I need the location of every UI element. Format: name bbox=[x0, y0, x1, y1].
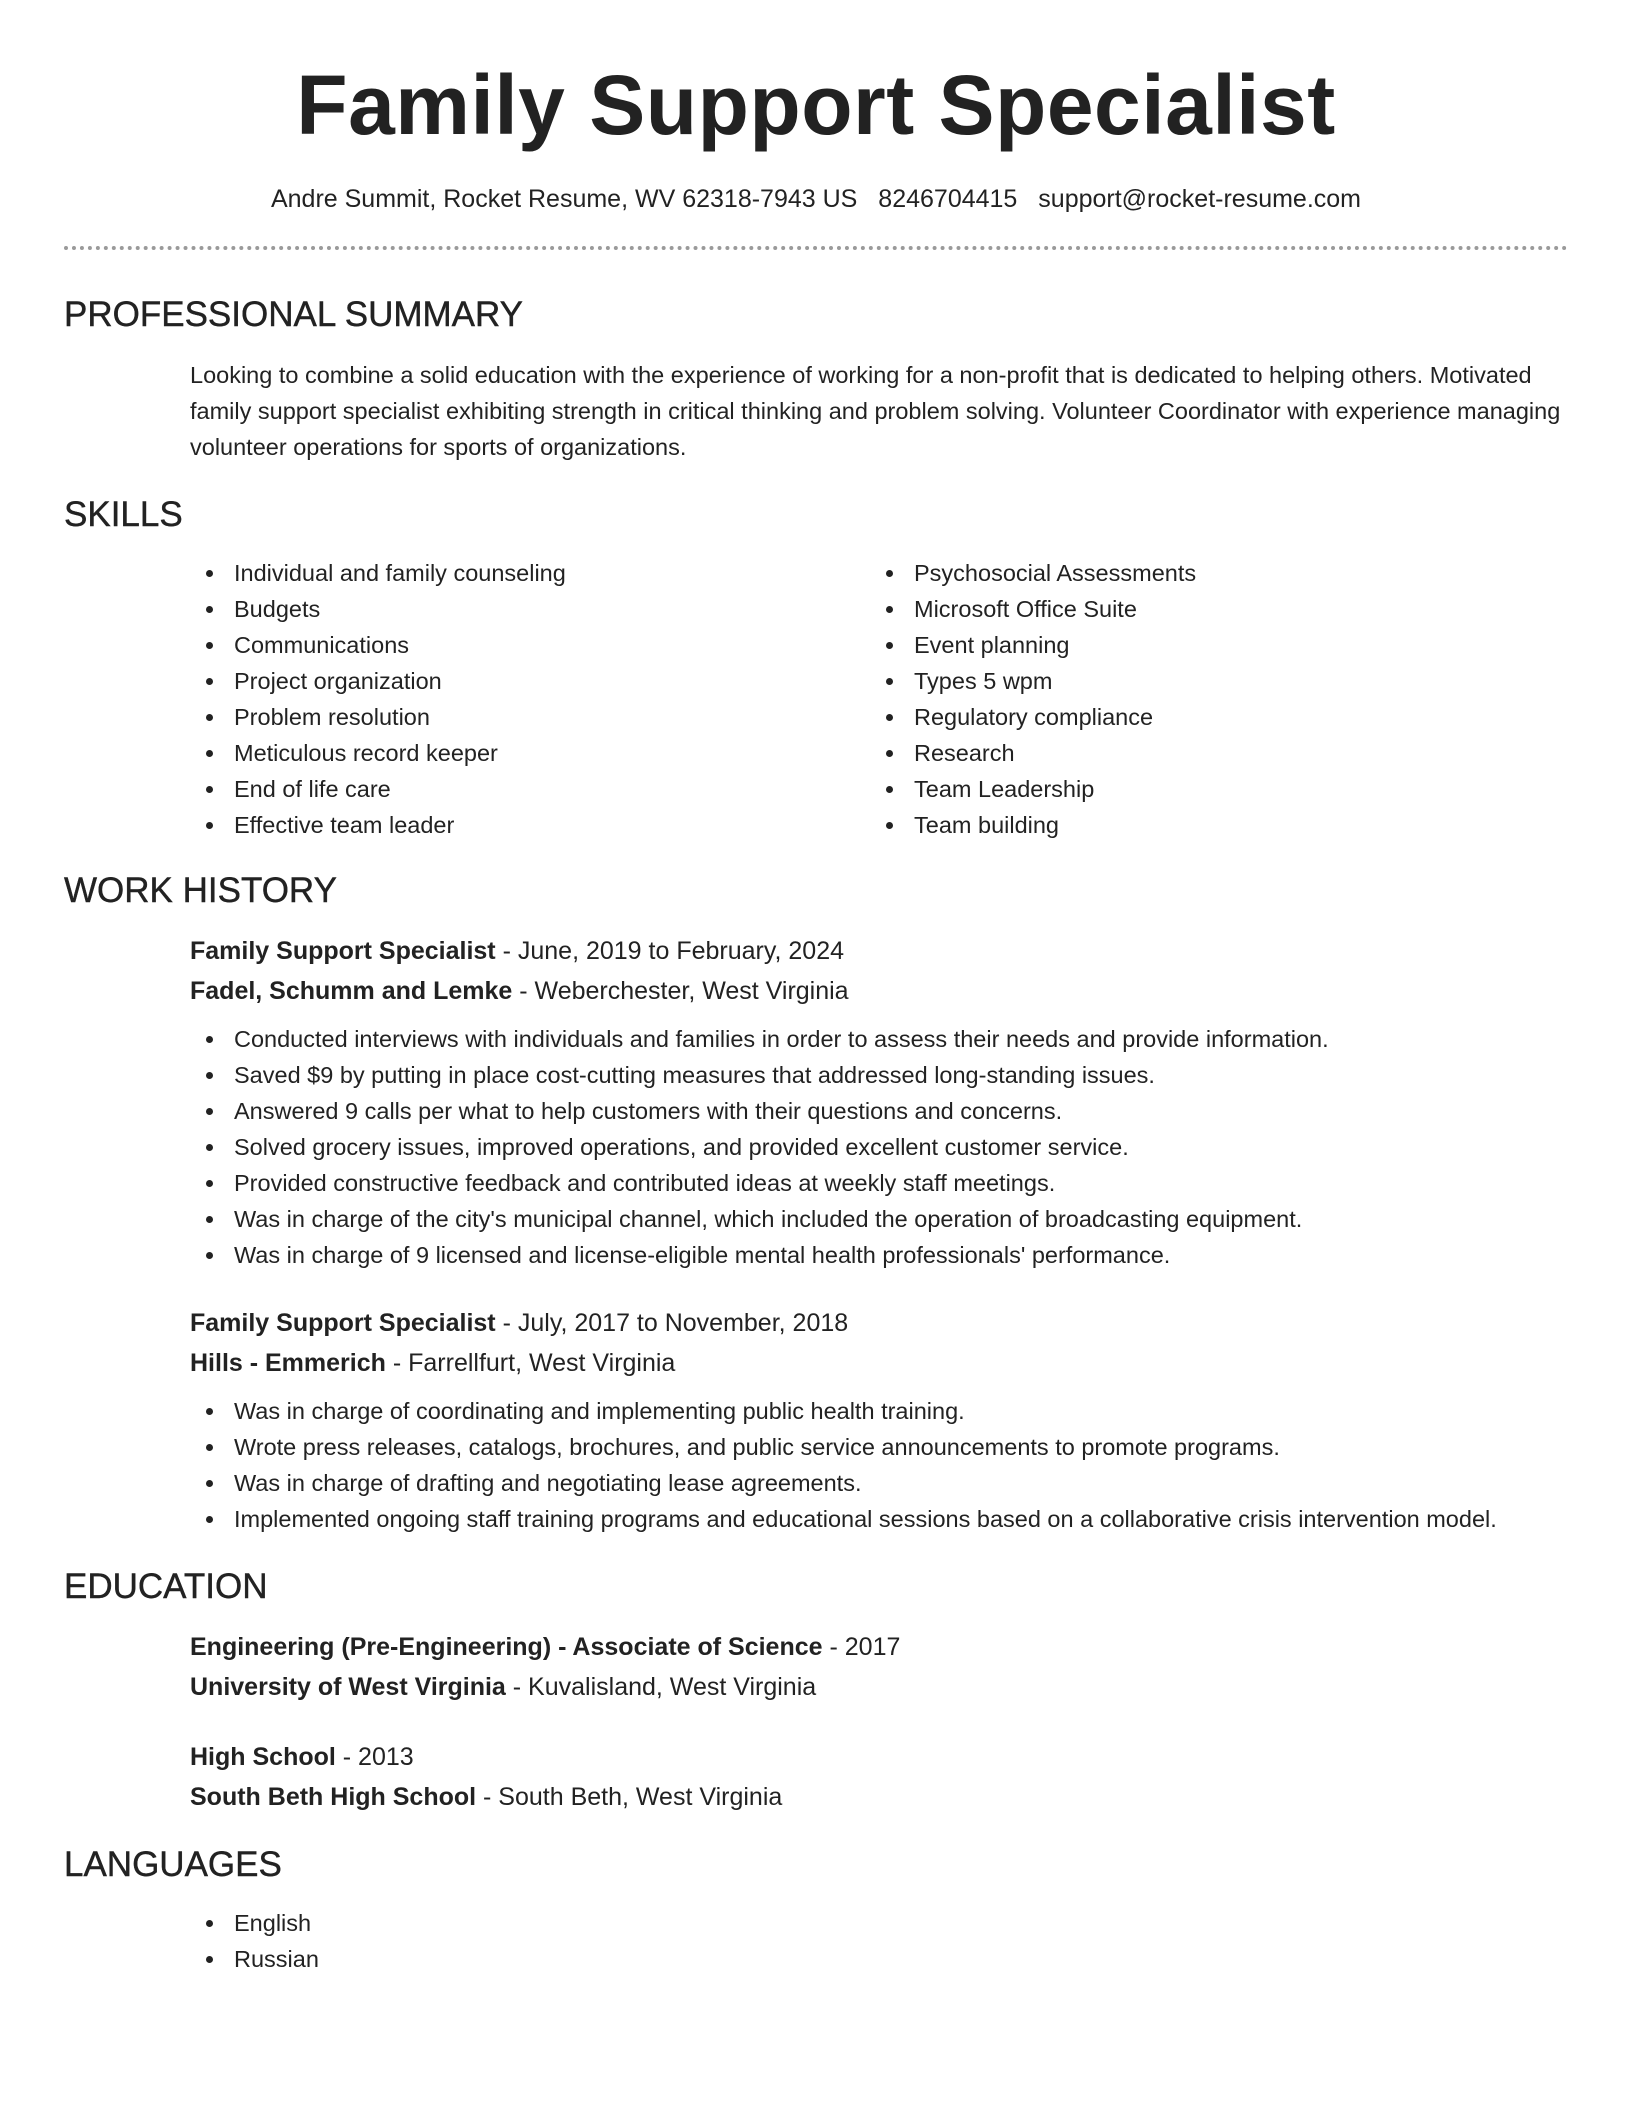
skill-item: Research bbox=[870, 735, 1550, 771]
skills-column-right bbox=[870, 555, 1550, 843]
skill-item: Team Leadership bbox=[870, 771, 1550, 807]
job-bullet: Was in charge of the city's municipal channel, which included the operation of broadcasting equipment. bbox=[190, 1201, 1568, 1237]
job-title-line bbox=[190, 931, 1568, 971]
education-entry bbox=[190, 1627, 1568, 1707]
contact-address: Andre Summit, Rocket Resume, WV 62318-7943 US bbox=[270, 185, 858, 213]
skill-item: Effective team leader bbox=[190, 807, 870, 843]
job-company: Fadel, Schumm and Lemke bbox=[190, 977, 513, 1005]
job-dates: - June, 2019 to February, 2024 bbox=[495, 937, 845, 965]
job-location: - Farrellfurt, West Virginia bbox=[385, 1349, 676, 1377]
skill-item: Regulatory compliance bbox=[870, 699, 1550, 735]
job-company-line bbox=[190, 971, 1568, 1011]
education-school-line bbox=[190, 1777, 1568, 1817]
job-entry bbox=[190, 1303, 1568, 1383]
education-degree-line bbox=[190, 1737, 1568, 1777]
job-role: Family Support Specialist bbox=[190, 1309, 496, 1337]
job-bullet: Was in charge of drafting and negotiating lease agreements. bbox=[190, 1465, 1568, 1501]
job-title-line bbox=[190, 1303, 1568, 1343]
job-company-line bbox=[190, 1343, 1568, 1383]
job-dates: - July, 2017 to November, 2018 bbox=[495, 1309, 849, 1337]
job-entry bbox=[190, 931, 1568, 1011]
job-location: - Weberchester, West Virginia bbox=[512, 977, 849, 1005]
summary-text: Looking to combine a solid education with the experience of working for a non-profit that is dedicated to helping others. Motivated family support specialist exhibiting strength in critical thinking and problem solving. Volunteer Coordinator with experience managing volunteer operations for sports of organizations. bbox=[190, 362, 1561, 460]
education-school: South Beth High School bbox=[190, 1783, 477, 1811]
section-title-work-history: WORK HISTORY bbox=[64, 871, 337, 910]
skills-column-left bbox=[190, 555, 870, 843]
education-entry bbox=[190, 1737, 1568, 1817]
education-year: - 2013 bbox=[335, 1743, 414, 1771]
education-degree-line bbox=[190, 1627, 1568, 1667]
job-bullet: Was in charge of 9 licensed and license-eligible mental health professionals' performance. bbox=[190, 1237, 1568, 1273]
header-divider bbox=[64, 246, 1568, 250]
job-bullets bbox=[190, 1021, 1568, 1273]
section-title-education: EDUCATION bbox=[64, 1567, 268, 1606]
language-item: English bbox=[190, 1905, 1568, 1941]
skill-item: End of life care bbox=[190, 771, 870, 807]
job-bullet: Answered 9 calls per what to help customers with their questions and concerns. bbox=[190, 1093, 1568, 1129]
skill-item: Psychosocial Assessments bbox=[870, 555, 1550, 591]
section-title-summary: PROFESSIONAL SUMMARY bbox=[64, 295, 523, 334]
resume-title: Family Support Specialist bbox=[296, 58, 1336, 152]
education-degree: Engineering (Pre-Engineering) - Associate of Science bbox=[190, 1633, 823, 1661]
education-location: - Kuvalisland, West Virginia bbox=[505, 1673, 817, 1701]
job-bullet: Wrote press releases, catalogs, brochures, and public service announcements to promote programs. bbox=[190, 1429, 1568, 1465]
resume-page bbox=[64, 0, 1568, 1977]
education-degree: High School bbox=[190, 1743, 336, 1771]
job-role: Family Support Specialist bbox=[190, 937, 496, 965]
contact-line bbox=[64, 182, 1568, 216]
skill-item: Problem resolution bbox=[190, 699, 870, 735]
education-year: - 2017 bbox=[822, 1633, 901, 1661]
job-bullet: Was in charge of coordinating and implementing public health training. bbox=[190, 1393, 1568, 1429]
job-bullet: Provided constructive feedback and contributed ideas at weekly staff meetings. bbox=[190, 1165, 1568, 1201]
skill-item: Meticulous record keeper bbox=[190, 735, 870, 771]
language-item: Russian bbox=[190, 1941, 1568, 1977]
skill-item: Individual and family counseling bbox=[190, 555, 870, 591]
contact-email: support@rocket-resume.com bbox=[1038, 185, 1362, 213]
job-bullets bbox=[190, 1393, 1568, 1537]
education-location: - South Beth, West Virginia bbox=[476, 1783, 783, 1811]
skill-item: Project organization bbox=[190, 663, 870, 699]
skills-list bbox=[190, 555, 1568, 843]
job-company: Hills - Emmerich bbox=[190, 1349, 386, 1377]
job-bullet: Conducted interviews with individuals and families in order to assess their needs and provide information. bbox=[190, 1021, 1568, 1057]
languages-list bbox=[190, 1905, 1568, 1977]
skill-item: Microsoft Office Suite bbox=[870, 591, 1550, 627]
skill-item: Team building bbox=[870, 807, 1550, 843]
section-title-skills: SKILLS bbox=[64, 495, 183, 534]
skill-item: Types 5 wpm bbox=[870, 663, 1550, 699]
skill-item: Event planning bbox=[870, 627, 1550, 663]
job-bullet: Implemented ongoing staff training programs and educational sessions based on a collaborative crisis intervention model. bbox=[190, 1501, 1568, 1537]
skill-item: Budgets bbox=[190, 591, 870, 627]
contact-phone: 8246704415 bbox=[878, 185, 1018, 213]
education-school-line bbox=[190, 1667, 1568, 1707]
job-bullet: Saved $9 by putting in place cost-cutting measures that addressed long-standing issues. bbox=[190, 1057, 1568, 1093]
skill-item: Communications bbox=[190, 627, 870, 663]
education-school: University of West Virginia bbox=[190, 1673, 506, 1701]
section-title-languages: LANGUAGES bbox=[64, 1845, 282, 1884]
job-bullet: Solved grocery issues, improved operations, and provided excellent customer service. bbox=[190, 1129, 1568, 1165]
